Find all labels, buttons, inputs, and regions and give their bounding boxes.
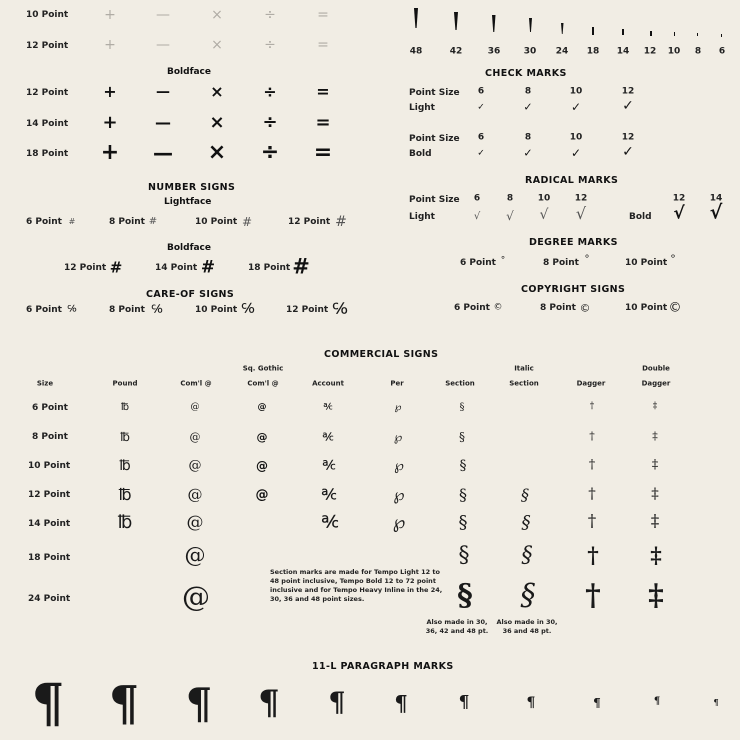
equals-sign: = xyxy=(315,112,331,133)
care-of-heading: CARE-OF SIGNS xyxy=(146,289,235,300)
number-sign-glyph: # xyxy=(148,216,158,227)
dagger-glyph: † xyxy=(588,457,596,473)
commercial-at-glyph: @ xyxy=(189,430,201,444)
check-mark-icon: ✓ xyxy=(622,144,634,160)
label-6pt: 6 Point xyxy=(460,258,496,268)
rule-size-label: 36 xyxy=(487,46,501,57)
divide-sign: ÷ xyxy=(264,37,276,53)
label-8pt: 8 Point xyxy=(540,303,576,313)
wedge-rule-36 xyxy=(492,15,496,32)
label-10pt: 10 Point xyxy=(625,303,668,313)
dagger-glyph: † xyxy=(587,543,599,569)
light-label: Light xyxy=(409,212,435,222)
col-header-double-dagger: Dagger xyxy=(641,379,671,388)
size-8: 8 xyxy=(524,132,532,143)
commercial-at-glyph: @ xyxy=(187,485,203,504)
radical-sign-icon: √ xyxy=(673,203,685,224)
size-10: 10 xyxy=(569,86,583,97)
col-header-coml-at: Com'l @ xyxy=(180,379,212,388)
check-marks-heading: CHECK MARKS xyxy=(485,68,567,79)
pound-glyph: ℔ xyxy=(117,512,133,533)
pilcrow-glyph: ¶ xyxy=(458,692,470,713)
per-glyph: ℘ xyxy=(394,458,404,474)
lightface-heading: Lightface xyxy=(164,197,212,207)
wedge-rule-24 xyxy=(561,23,564,34)
label-18pt: 18 Point xyxy=(248,263,291,273)
bold-size-14: 14 xyxy=(709,193,723,204)
wedge-rule-42 xyxy=(454,12,458,30)
minus-sign: — xyxy=(156,7,170,23)
col-header-dagger: Dagger xyxy=(576,379,606,388)
number-signs-heading: NUMBER SIGNS xyxy=(148,182,236,193)
label-6pt: 6 Point xyxy=(26,217,62,227)
size-10: 10 xyxy=(569,132,583,143)
pilcrow-glyph: ¶ xyxy=(526,695,536,711)
divide-sign: ÷ xyxy=(264,7,276,23)
pilcrow-glyph: ¶ xyxy=(593,696,601,710)
number-sign-glyph: # xyxy=(335,214,347,230)
pilcrow-glyph: ¶ xyxy=(185,679,213,728)
times-sign: × xyxy=(207,140,227,165)
size-6: 6 xyxy=(477,132,485,143)
number-sign-glyph: # xyxy=(200,257,216,278)
point-size-label: Point Size xyxy=(409,134,460,144)
per-glyph: ℘ xyxy=(392,512,406,533)
check-mark-icon: ✓ xyxy=(622,98,634,114)
account-glyph: ℀ xyxy=(321,485,337,504)
size-6: 6 xyxy=(477,86,485,97)
wedge-rule-18 xyxy=(592,27,594,35)
equals-sign: = xyxy=(317,37,329,53)
degree-glyph: ° xyxy=(670,252,676,266)
section-glyph: § xyxy=(458,543,470,568)
dagger-glyph: † xyxy=(589,401,595,412)
minus-sign: — xyxy=(156,84,170,100)
times-sign: × xyxy=(211,37,223,53)
dagger-glyph: † xyxy=(587,511,597,532)
pound-glyph: ℔ xyxy=(119,458,131,474)
sq-gothic-at-glyph: @ xyxy=(257,402,267,413)
col-header-italic: Italic xyxy=(514,364,534,373)
pilcrow-glyph: ¶ xyxy=(653,696,661,707)
check-mark-icon: ✓ xyxy=(477,102,485,113)
number-sign-glyph: # xyxy=(292,254,310,279)
plus-sign: + xyxy=(102,112,118,133)
sq-gothic-at-glyph: @ xyxy=(256,459,268,473)
account-glyph: ℀ xyxy=(321,512,339,533)
rule-size-label: 6 xyxy=(718,46,726,57)
times-sign: × xyxy=(211,7,223,23)
care-of-glyph: ℅ xyxy=(151,302,163,316)
equals-sign: = xyxy=(316,82,330,101)
label-10pt: 10 Point xyxy=(195,305,238,315)
italic-section-size-note: Also made in 30, 36 and 48 pt. xyxy=(496,618,558,635)
minus-sign: — xyxy=(153,141,173,165)
row-label-10pt: 10 Point xyxy=(28,461,71,471)
label-6pt: 6 Point xyxy=(454,303,490,313)
number-sign-glyph: # xyxy=(68,217,76,226)
dagger-glyph: † xyxy=(585,578,601,613)
per-glyph: ℘ xyxy=(394,402,402,413)
double-dagger-glyph: ‡ xyxy=(651,484,659,503)
number-sign-glyph: # xyxy=(109,258,123,277)
section-glyph: § xyxy=(458,512,468,533)
dagger-glyph: † xyxy=(588,484,596,503)
number-sign-glyph: # xyxy=(241,215,253,229)
section-glyph: § xyxy=(459,430,465,444)
bold-size-12: 12 xyxy=(672,193,686,204)
pilcrow-glyph: ¶ xyxy=(108,676,140,732)
double-dagger-glyph: ‡ xyxy=(651,457,659,473)
rule-size-label: 8 xyxy=(694,46,702,57)
double-dagger-glyph: ‡ xyxy=(650,543,662,569)
account-glyph: ℀ xyxy=(323,402,333,413)
wedge-rule-12 xyxy=(650,31,652,36)
radical-sign-icon: √ xyxy=(473,211,481,222)
degree-glyph: ° xyxy=(584,254,590,265)
label-12pt: 12 Point xyxy=(286,305,329,315)
col-header-size: Size xyxy=(36,379,54,388)
rule-size-label: 10 xyxy=(667,46,681,57)
size-12: 12 xyxy=(621,132,635,143)
col-header-double: Double xyxy=(642,364,670,373)
italic-section-glyph: § xyxy=(521,485,529,504)
rule-size-label: 14 xyxy=(616,46,630,57)
account-glyph: ℀ xyxy=(322,458,336,474)
minus-sign: — xyxy=(156,37,170,53)
check-mark-icon: ✓ xyxy=(477,148,485,159)
col-header-per: Per xyxy=(390,379,404,388)
divide-sign: ÷ xyxy=(260,140,280,165)
radical-sign-icon: √ xyxy=(506,209,514,223)
col-header-sq-gothic-coml: Com'l @ xyxy=(247,379,279,388)
label-8pt: 8 Point xyxy=(543,258,579,268)
degree-marks-heading: DEGREE MARKS xyxy=(529,237,618,248)
sq-gothic-at-glyph: @ xyxy=(255,487,269,503)
col-header-section: Section xyxy=(445,379,475,388)
section-size-note: Also made in 30, 36, 42 and 48 pt. xyxy=(425,618,489,635)
wedge-rule-10 xyxy=(674,32,675,36)
section-glyph: § xyxy=(459,485,467,504)
rule-size-label: 30 xyxy=(523,46,537,57)
label-10pt: 10 Point xyxy=(195,217,238,227)
equals-sign: = xyxy=(317,7,329,23)
radical-sign-icon: √ xyxy=(539,207,549,223)
rule-size-label: 12 xyxy=(643,46,657,57)
commercial-at-glyph: @ xyxy=(186,512,204,533)
care-of-glyph: ℅ xyxy=(332,299,348,318)
label-8pt: 8 Point xyxy=(109,217,145,227)
commercial-at-glyph: @ xyxy=(190,402,200,413)
radical-marks-heading: RADICAL MARKS xyxy=(525,175,619,186)
rule-size-label: 24 xyxy=(555,46,569,57)
copyright-signs-heading: COPYRIGHT SIGNS xyxy=(521,284,626,295)
bold-label: Bold xyxy=(629,212,652,222)
check-mark-icon: ✓ xyxy=(570,146,582,160)
col-header-account: Account xyxy=(312,379,344,388)
row-label-24pt: 24 Point xyxy=(28,594,71,604)
care-of-glyph: ℅ xyxy=(241,301,255,317)
wedge-rule-30 xyxy=(529,18,532,32)
double-dagger-glyph: ‡ xyxy=(650,511,660,532)
col-header-italic-section: Section xyxy=(509,379,539,388)
dagger-glyph: † xyxy=(589,429,595,443)
row-label-12pt: 12 Point xyxy=(26,41,69,51)
commercial-signs-heading: COMMERCIAL SIGNS xyxy=(324,349,439,360)
row-label-18pt: 18 Point xyxy=(26,149,69,159)
equals-sign: = xyxy=(313,140,333,165)
account-glyph: ℀ xyxy=(322,430,334,444)
pilcrow-glyph: ¶ xyxy=(258,683,280,723)
plus-sign: + xyxy=(104,7,116,23)
label-8pt: 8 Point xyxy=(109,305,145,315)
copyright-icon: © xyxy=(493,302,503,313)
rule-size-label: 48 xyxy=(409,46,423,57)
size-10: 10 xyxy=(537,193,551,204)
italic-section-glyph: § xyxy=(521,543,533,568)
label-10pt: 10 Point xyxy=(625,258,668,268)
size-8: 8 xyxy=(524,86,532,97)
divide-sign: ÷ xyxy=(262,112,278,133)
point-size-label: Point Size xyxy=(409,195,460,205)
copyright-icon: © xyxy=(579,301,591,315)
row-label-6pt: 6 Point xyxy=(32,403,68,413)
times-sign: × xyxy=(209,112,225,133)
pilcrow-glyph: ¶ xyxy=(328,687,346,719)
double-dagger-glyph: ‡ xyxy=(648,578,664,613)
section-glyph: § xyxy=(457,578,473,613)
double-dagger-glyph: ‡ xyxy=(652,401,658,412)
row-label-12pt: 12 Point xyxy=(26,88,69,98)
point-size-label: Point Size xyxy=(409,88,460,98)
pilcrow-glyph: ¶ xyxy=(394,690,408,716)
boldface-heading: Boldface xyxy=(167,67,211,77)
size-12: 12 xyxy=(621,86,635,97)
italic-section-glyph: § xyxy=(520,578,536,613)
plus-sign: + xyxy=(100,140,120,165)
sq-gothic-at-glyph: @ xyxy=(256,430,268,444)
per-glyph: ℘ xyxy=(393,430,403,444)
wedge-rule-8 xyxy=(697,33,698,36)
pound-glyph: ℔ xyxy=(120,430,130,444)
minus-sign: — xyxy=(155,113,171,132)
plus-sign: + xyxy=(104,37,116,53)
label-6pt: 6 Point xyxy=(26,305,62,315)
label-14pt: 14 Point xyxy=(155,263,198,273)
row-label-14pt: 14 Point xyxy=(28,519,71,529)
light-label: Light xyxy=(409,103,435,113)
radical-sign-icon: √ xyxy=(575,204,587,223)
divide-sign: ÷ xyxy=(263,82,277,101)
pound-glyph: ℔ xyxy=(120,402,130,413)
commercial-at-glyph: @ xyxy=(188,458,202,474)
rule-size-label: 42 xyxy=(449,46,463,57)
degree-glyph: ° xyxy=(500,255,506,266)
italic-section-glyph: § xyxy=(521,512,531,533)
label-12pt: 12 Point xyxy=(288,217,331,227)
double-dagger-glyph: ‡ xyxy=(652,429,658,443)
commercial-at-glyph: @ xyxy=(184,543,206,568)
row-label-18pt: 18 Point xyxy=(28,553,71,563)
bold-label: Bold xyxy=(409,149,432,159)
section-marks-note: Section marks are made for Tempo Light 12 to 48 point inclusive, Tempo Bold 12 to 72 point inclusive and for Tempo Heavy Inline in the 24, 30, 36 and 48 point sizes. xyxy=(270,568,443,603)
boldface-heading: Boldface xyxy=(167,243,211,253)
check-mark-icon: ✓ xyxy=(523,100,533,114)
plus-sign: + xyxy=(103,82,117,101)
size-12: 12 xyxy=(574,193,588,204)
size-6: 6 xyxy=(473,193,481,204)
col-header-pound: Pound xyxy=(112,379,138,388)
check-mark-icon: ✓ xyxy=(570,100,582,114)
wedge-rule-48 xyxy=(414,8,418,28)
radical-sign-icon: √ xyxy=(709,201,723,224)
times-sign: × xyxy=(210,82,224,101)
row-label-14pt: 14 Point xyxy=(26,119,69,129)
pilcrow-glyph: ¶ xyxy=(31,673,65,734)
copyright-icon: © xyxy=(668,300,682,316)
label-12pt: 12 Point xyxy=(64,263,107,273)
section-glyph: § xyxy=(459,458,467,474)
row-label-10pt: 10 Point xyxy=(26,10,69,20)
check-mark-icon: ✓ xyxy=(523,146,533,160)
wedge-rule-6 xyxy=(721,34,722,37)
col-header-sq-gothic: Sq. Gothic xyxy=(242,364,284,373)
rule-size-label: 18 xyxy=(586,46,600,57)
pilcrow-glyph: ¶ xyxy=(713,697,719,707)
row-label-12pt: 12 Point xyxy=(28,490,71,500)
per-glyph: ℘ xyxy=(393,485,405,504)
row-label-8pt: 8 Point xyxy=(32,432,68,442)
wedge-rule-14 xyxy=(622,29,624,35)
pound-glyph: ℔ xyxy=(118,485,132,504)
commercial-at-glyph: @ xyxy=(182,580,210,613)
paragraph-marks-heading: 11-L PARAGRAPH MARKS xyxy=(312,661,454,672)
section-glyph: § xyxy=(459,402,465,413)
size-8: 8 xyxy=(506,193,514,204)
care-of-glyph: ℅ xyxy=(67,304,77,315)
